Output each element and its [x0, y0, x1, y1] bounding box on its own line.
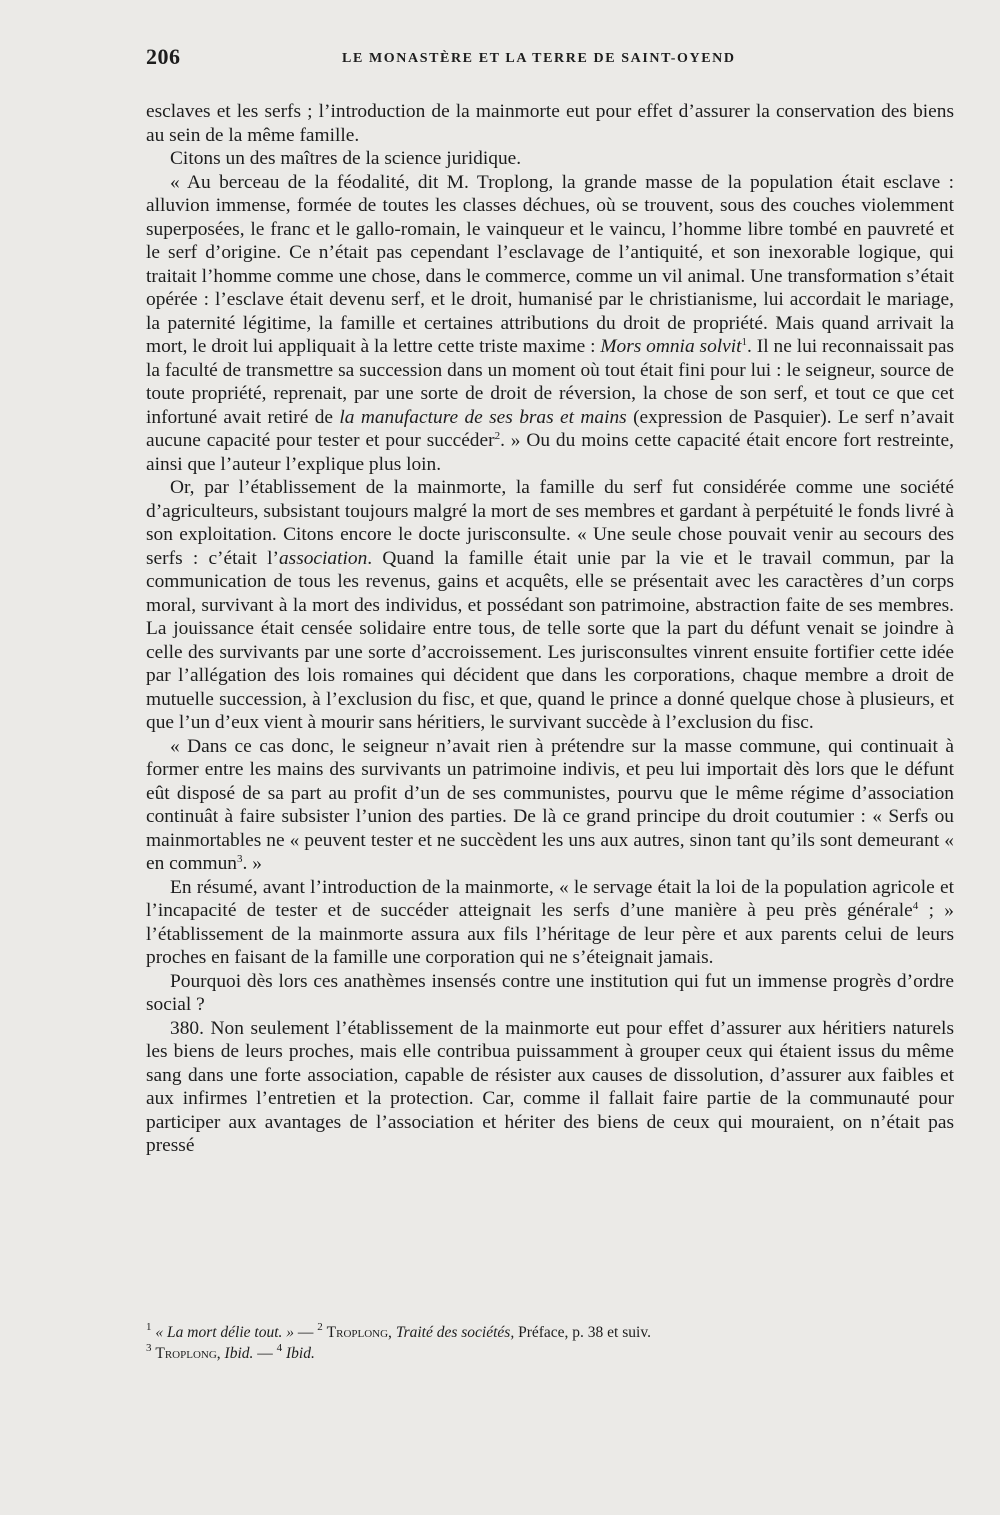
paragraph-7: Pourquoi dès lors ces anathèmes insensés contre une institution qui fut un immense progrès d’ordre social ? [146, 970, 954, 1015]
footnote-3-number: 3 [146, 1342, 152, 1354]
footnote-ref-2: 2 [494, 430, 501, 442]
footnote-1-text: « La mort délie tout. » [155, 1324, 295, 1341]
latin-maxim: Mors omnia solvit [600, 336, 742, 357]
footnote-separator: — [253, 1345, 277, 1362]
paragraph-6-text-a: En résumé, avant l’introduction de la mainmorte, « le servage était la loi de la population agricole et l’incapacité de tester et de succéder atteignait les serfs d’une manière à peu près générale [146, 876, 954, 921]
footnote-ref-1: 1 [741, 336, 748, 348]
paragraph-3 [146, 171, 954, 477]
paragraph-3-text-d: . » Ou du moins cette capacité était encore fort restreinte, ainsi que l’auteur l’explique plus loin. [146, 430, 954, 475]
footnote-3-ibid: Ibid. [224, 1345, 254, 1362]
page-header [146, 44, 954, 74]
paragraph-3-text-b: . Il ne lui reconnaissait pas la faculté de transmettre sa succession dans un moment où tout était fini pour lui : le seigneur, source de toute propriété, reprenait, par une sorte de droit de réversion, la chose de son serf, et tout ce que cet infortuné avait retiré de [146, 336, 954, 428]
paragraph-6 [146, 876, 954, 970]
footnote-ref-3: 3 [237, 853, 243, 865]
paragraph-3-text-a: « Au berceau de la féodalité, dit M. Troplong, la grande masse de la population était esclave : alluvion immense, formée de toutes les classes déchues, où se trouvent, sous des couches violemment superposées, le franc et le gallo-romain, le vainqueur et le vaincu, l’homme libre tombé en pauvreté et le serf d’origine. Ce n’était pas cependant l’esclavage de l’antiquité, et son inexorable logique, qui traitait l’homme comme une chose, dans le commerce, comme un vil animal. Une transformation s’était opérée : l’esclave était devenu serf, et le droit, humanisé par le christianisme, lui accordait le mariage, la paternité légitime, la famille et certaines attributions du droit de propriété. Mais quand arrivait la mort, le droit lui appliquait à la lettre cette triste maxime : [146, 171, 954, 357]
paragraph-5-text-b: . » [242, 853, 262, 874]
page-number: 206 [146, 44, 181, 69]
footnote-separator: — [294, 1324, 318, 1341]
paragraph-8: 380. Non seulement l’établissement de la mainmorte eut pour effet d’assurer aux héritiers naturels les biens de leurs proches, mais elle contribua puissamment à grouper ceux qui étaient issus du même sang dans une forte association, capable de résister aux causes de dissolution, d’assurer aux faibles et aux infirmes l’entretien et la protection. Car, comme il fallait faire partie de la communauté pour participer aux avantages de l’association et hériter des biens de ceux qui mouraient, on n’était pas pressé [146, 1017, 954, 1156]
footnote-2-number: 2 [317, 1321, 323, 1333]
footnote-ref-4: 4 [912, 900, 919, 912]
footnote-4-number: 4 [276, 1342, 283, 1354]
paragraph-4-text-a: Or, par l’établissement de la mainmorte, la famille du serf fut considérée comme une société d’agriculteurs, subsistant toujours malgré la mort de ses membres et gardant à perpétuité le fonds livré à son exploitation. Citons encore le docte jurisconsulte. « Une seule chose pouvait venir au secours des serfs : c’était l’ [146, 477, 954, 569]
footnote-line-1 [146, 1322, 954, 1343]
pasquier-quote: la manufacture de ses bras et mains [339, 406, 627, 428]
footnote-2-author: Troplong, [326, 1324, 392, 1341]
paragraph-6-text-b: ; » l’établissement de la mainmorte assura aux fils l’héritage de leur père et aux parents celui de leurs proches en faisant de la famille une corporation qui ne s’éteignait jamais. [146, 900, 955, 968]
paragraph-5 [146, 735, 954, 876]
footnote-2-title: Traité des sociétés, [395, 1324, 515, 1341]
main-text [146, 100, 954, 1158]
footnote-line-2 [146, 1343, 954, 1364]
association-word: association [278, 547, 368, 569]
footnote-2-rest: Préface, p. 38 et suiv. [514, 1324, 651, 1341]
paragraph-4-text-b: . Quand la famille était unie par la vie et le travail commun, par la communication de tous les revenus, gains et acquêts, elle se présentait avec les caractères d’un corps moral, survivant à la mort des individus, et possédant son patrimoine, abstraction faite de ses membres. La jouissance était censée solidaire entre tous, de telle sorte que la part du défunt venait se joindre à celle des survivants par une sorte d’accroissement. Les jurisconsultes vinrent ensuite fortifier cette idée par l’allégation des lois romaines qui décident que dans les corporations, chaque membre a droit de mutuelle succession, à l’exclusion du fisc, et que, quand le prince a donné quelque chose à plusieurs, et que l’un d’eux vient à mourir sans héritiers, le survivant succède à l’exclusion du fisc. [146, 547, 955, 733]
paragraph-5-text-a: « Dans ce cas donc, le seigneur n’avait rien à prétendre sur la masse commune, qui continuait à former entre les mains des survivants un patrimoine indivis, et peu lui importait dès lors que le défunt eût disposé de sa part au profit d’un de ses communistes, pourvu que le même régime d’association continuât à faire subsister l’union des parties. De là ce grand principe du droit coutumier : « Serfs ou mainmortables ne « peuvent tester et ne succèdent les uns aux autres, sinon tant qu’ils sont demeurant « en commun [146, 735, 954, 874]
paragraph-3-text-c: (expression de Pasquier). Le serf n’avait aucune capacité pour tester et pour succéder [146, 406, 954, 451]
paragraph-4 [146, 476, 954, 735]
footnotes [146, 1322, 954, 1364]
footnote-4-ibid: Ibid. [286, 1345, 315, 1362]
running-title: LE MONASTÈRE ET LA TERRE DE SAINT-OYEND [342, 51, 736, 66]
paragraph-2: Citons un des maîtres de la science juridique. [170, 148, 522, 169]
footnote-3-author: Troplong, [155, 1345, 221, 1362]
paragraph-1: esclaves et les serfs ; l’introduction de la mainmorte eut pour effet d’assurer la conservation des biens au sein de la même famille. [146, 101, 954, 146]
footnote-1-number: 1 [146, 1321, 152, 1333]
